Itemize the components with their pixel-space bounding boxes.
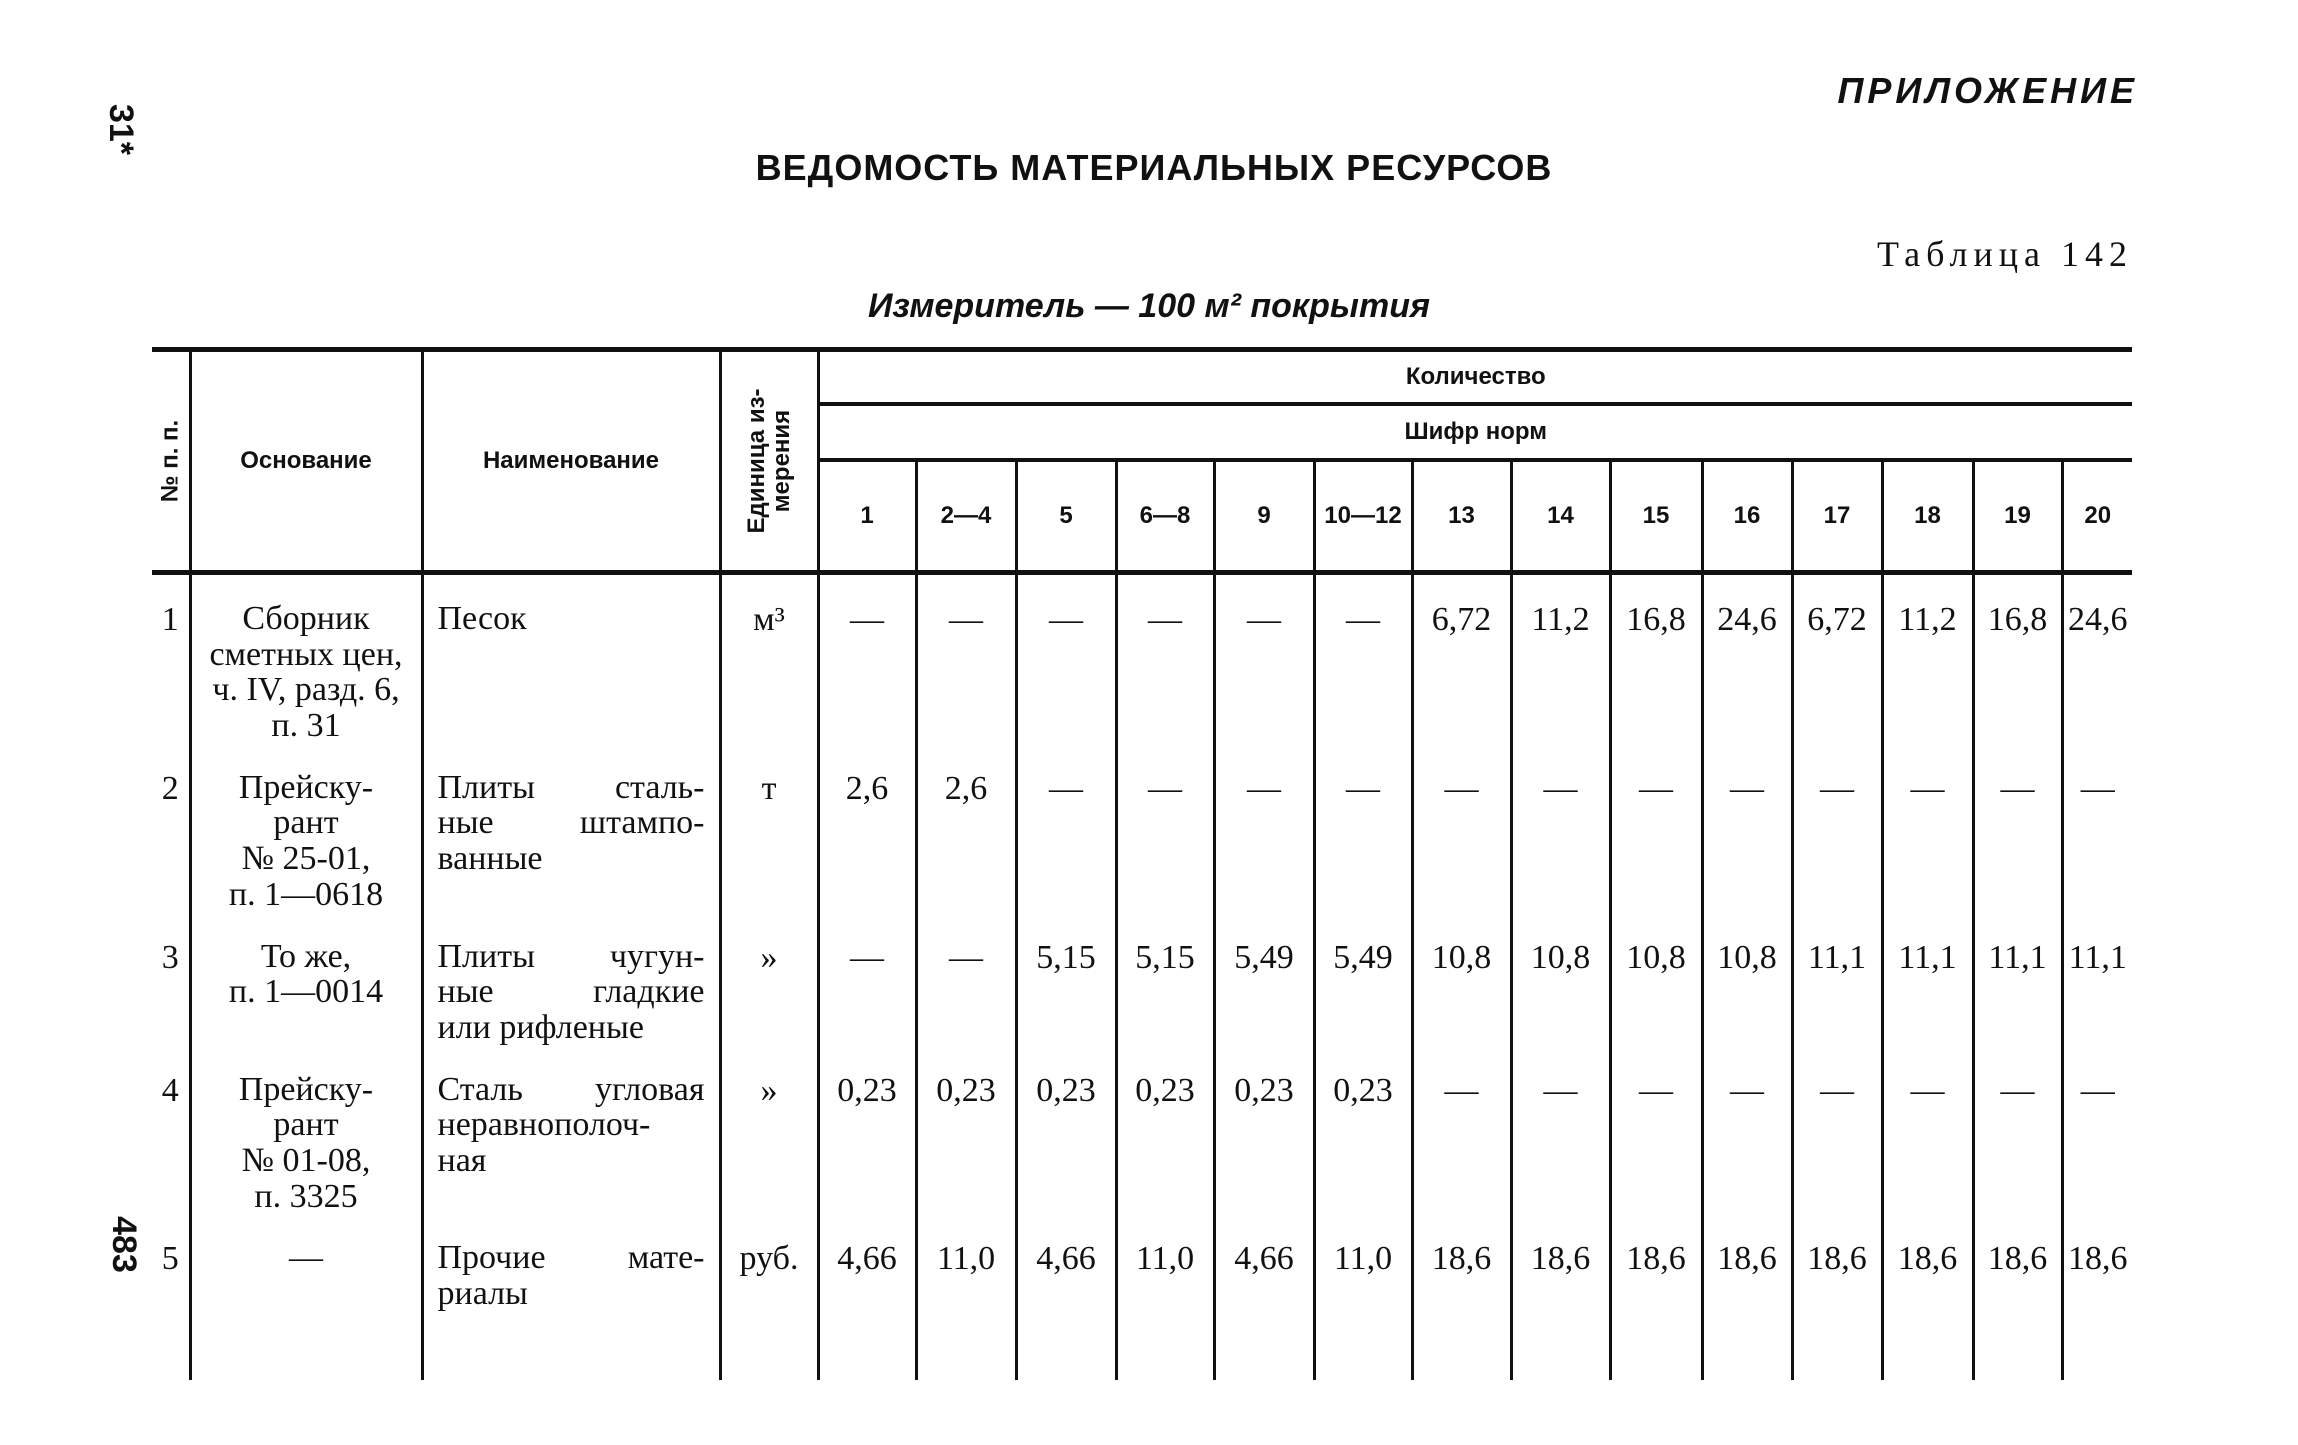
column-header-1: 1	[818, 460, 916, 573]
header-unit: Единица из- мерения	[720, 350, 818, 573]
column-header-8: 14	[1511, 460, 1610, 573]
row-value-2: 11,0	[916, 1214, 1016, 1380]
row-value-12: 11,1	[1882, 913, 1973, 1046]
row-name: Плиты сталь- ные штампо- ванные	[422, 744, 720, 913]
row-value-8: —	[1511, 1046, 1610, 1215]
row-value-2: 2,6	[916, 744, 1016, 913]
column-header-5: 9	[1214, 460, 1314, 573]
measure-unit-line: Измеритель — 100 м² покрытия	[868, 287, 1430, 325]
column-header-9: 15	[1610, 460, 1702, 573]
row-value-3: 5,15	[1016, 913, 1116, 1046]
row-basis: Прейску- рант № 01-08, п. 3325	[190, 1046, 422, 1215]
row-name: Песок	[422, 573, 720, 744]
row-value-3: 4,66	[1016, 1214, 1116, 1380]
row-value-4: —	[1116, 744, 1214, 913]
row-value-5: —	[1214, 744, 1314, 913]
row-value-9: 10,8	[1610, 913, 1702, 1046]
row-value-3: 0,23	[1016, 1046, 1116, 1215]
row-value-7: —	[1412, 744, 1511, 913]
row-value-6: 5,49	[1314, 913, 1412, 1046]
row-basis: Сборник сметных цен, ч. IV, разд. 6, п. 31	[190, 573, 422, 744]
row-value-3: —	[1016, 573, 1116, 744]
row-value-14: —	[2062, 744, 2132, 913]
row-value-6: —	[1314, 573, 1412, 744]
row-name: Прочие мате- риалы	[422, 1214, 720, 1380]
column-header-11: 17	[1792, 460, 1882, 573]
table-row	[152, 1046, 2132, 1215]
header-name: Наименование	[422, 350, 720, 573]
row-value-2: 0,23	[916, 1046, 1016, 1215]
header-quantity: Количество	[818, 350, 2132, 405]
row-value-1: 0,23	[818, 1046, 916, 1215]
row-name: Плиты чугун- ные гладкие или рифленые	[422, 913, 720, 1046]
row-value-6: 0,23	[1314, 1046, 1412, 1215]
row-basis: —	[190, 1214, 422, 1380]
row-unit: м³	[720, 573, 818, 744]
row-value-1: —	[818, 573, 916, 744]
row-value-10: 10,8	[1702, 913, 1792, 1046]
row-value-10: —	[1702, 744, 1792, 913]
row-unit: т	[720, 744, 818, 913]
row-number: 5	[161, 1240, 179, 1278]
row-value-5: 5,49	[1214, 913, 1314, 1046]
row-value-10: 24,6	[1702, 573, 1792, 744]
column-header-3: 5	[1016, 460, 1116, 573]
table-row	[152, 573, 2132, 744]
row-value-2: —	[916, 913, 1016, 1046]
row-unit: руб.	[720, 1214, 818, 1380]
row-value-9: 18,6	[1610, 1214, 1702, 1380]
row-value-4: 0,23	[1116, 1046, 1214, 1215]
table-row	[152, 744, 2132, 913]
row-value-4: 5,15	[1116, 913, 1214, 1046]
header-num: № п. п.	[152, 350, 190, 573]
table-row	[152, 913, 2132, 1046]
column-header-4: 6—8	[1116, 460, 1214, 573]
row-value-14: —	[2062, 1046, 2132, 1215]
column-header-10: 16	[1702, 460, 1792, 573]
column-header-6: 10—12	[1314, 460, 1412, 573]
row-value-6: —	[1314, 744, 1412, 913]
row-value-13: 16,8	[1973, 573, 2062, 744]
resources-table	[152, 347, 2132, 1380]
row-value-9: —	[1610, 744, 1702, 913]
row-name: Сталь угловая неравнополоч- ная	[422, 1046, 720, 1215]
row-value-6: 11,0	[1314, 1214, 1412, 1380]
margin-page-number: 483	[104, 1216, 143, 1273]
column-header-7: 13	[1412, 460, 1511, 573]
row-value-1: —	[818, 913, 916, 1046]
row-number: 3	[161, 938, 179, 976]
header-cipher: Шифр норм	[818, 404, 2132, 460]
row-value-10: 18,6	[1702, 1214, 1792, 1380]
row-value-12: 18,6	[1882, 1214, 1973, 1380]
header-basis: Основание	[190, 350, 422, 573]
row-value-8: 18,6	[1511, 1214, 1610, 1380]
row-value-9: —	[1610, 1046, 1702, 1215]
row-value-10: —	[1702, 1046, 1792, 1215]
row-value-8: —	[1511, 744, 1610, 913]
row-basis: То же, п. 1—0014	[190, 913, 422, 1046]
row-number: 4	[161, 1071, 179, 1109]
row-value-12: —	[1882, 744, 1973, 913]
appendix-label: ПРИЛОЖЕНИЕ	[1837, 70, 2138, 111]
row-value-13: —	[1973, 744, 2062, 913]
row-value-5: —	[1214, 573, 1314, 744]
row-value-7: 6,72	[1412, 573, 1511, 744]
row-value-7: —	[1412, 1046, 1511, 1215]
row-value-11: 11,1	[1792, 913, 1882, 1046]
row-value-11: —	[1792, 1046, 1882, 1215]
row-value-1: 2,6	[818, 744, 916, 913]
row-value-13: —	[1973, 1046, 2062, 1215]
column-header-14: 20	[2062, 460, 2132, 573]
row-value-12: —	[1882, 1046, 1973, 1215]
row-number: 1	[161, 601, 179, 638]
row-basis: Прейску- рант № 25-01, п. 1—0618	[190, 744, 422, 913]
margin-page-mark: 31*	[102, 103, 141, 156]
row-value-11: 18,6	[1792, 1214, 1882, 1380]
row-value-7: 18,6	[1412, 1214, 1511, 1380]
row-unit: »	[720, 1046, 818, 1215]
row-unit: »	[720, 913, 818, 1046]
row-value-13: 18,6	[1973, 1214, 2062, 1380]
row-value-12: 11,2	[1882, 573, 1973, 744]
row-value-1: 4,66	[818, 1214, 916, 1380]
row-value-14: 24,6	[2062, 573, 2132, 744]
row-value-8: 11,2	[1511, 573, 1610, 744]
row-value-4: 11,0	[1116, 1214, 1214, 1380]
row-value-13: 11,1	[1973, 913, 2062, 1046]
row-number: 2	[161, 769, 179, 807]
row-value-5: 4,66	[1214, 1214, 1314, 1380]
row-value-11: —	[1792, 744, 1882, 913]
row-value-4: —	[1116, 573, 1214, 744]
row-value-14: 11,1	[2062, 913, 2132, 1046]
row-value-5: 0,23	[1214, 1046, 1314, 1215]
row-value-11: 6,72	[1792, 573, 1882, 744]
row-value-9: 16,8	[1610, 573, 1702, 744]
column-header-13: 19	[1973, 460, 2062, 573]
row-value-7: 10,8	[1412, 913, 1511, 1046]
document-title: ВЕДОМОСТЬ МАТЕРИАЛЬНЫХ РЕСУРСОВ	[755, 147, 1553, 188]
column-header-2: 2—4	[916, 460, 1016, 573]
table-number: Таблица 142	[1877, 234, 2133, 274]
table-row	[152, 1214, 2132, 1380]
row-value-2: —	[916, 573, 1016, 744]
row-value-3: —	[1016, 744, 1116, 913]
row-value-14: 18,6	[2062, 1214, 2132, 1380]
row-value-8: 10,8	[1511, 913, 1610, 1046]
column-header-12: 18	[1882, 460, 1973, 573]
